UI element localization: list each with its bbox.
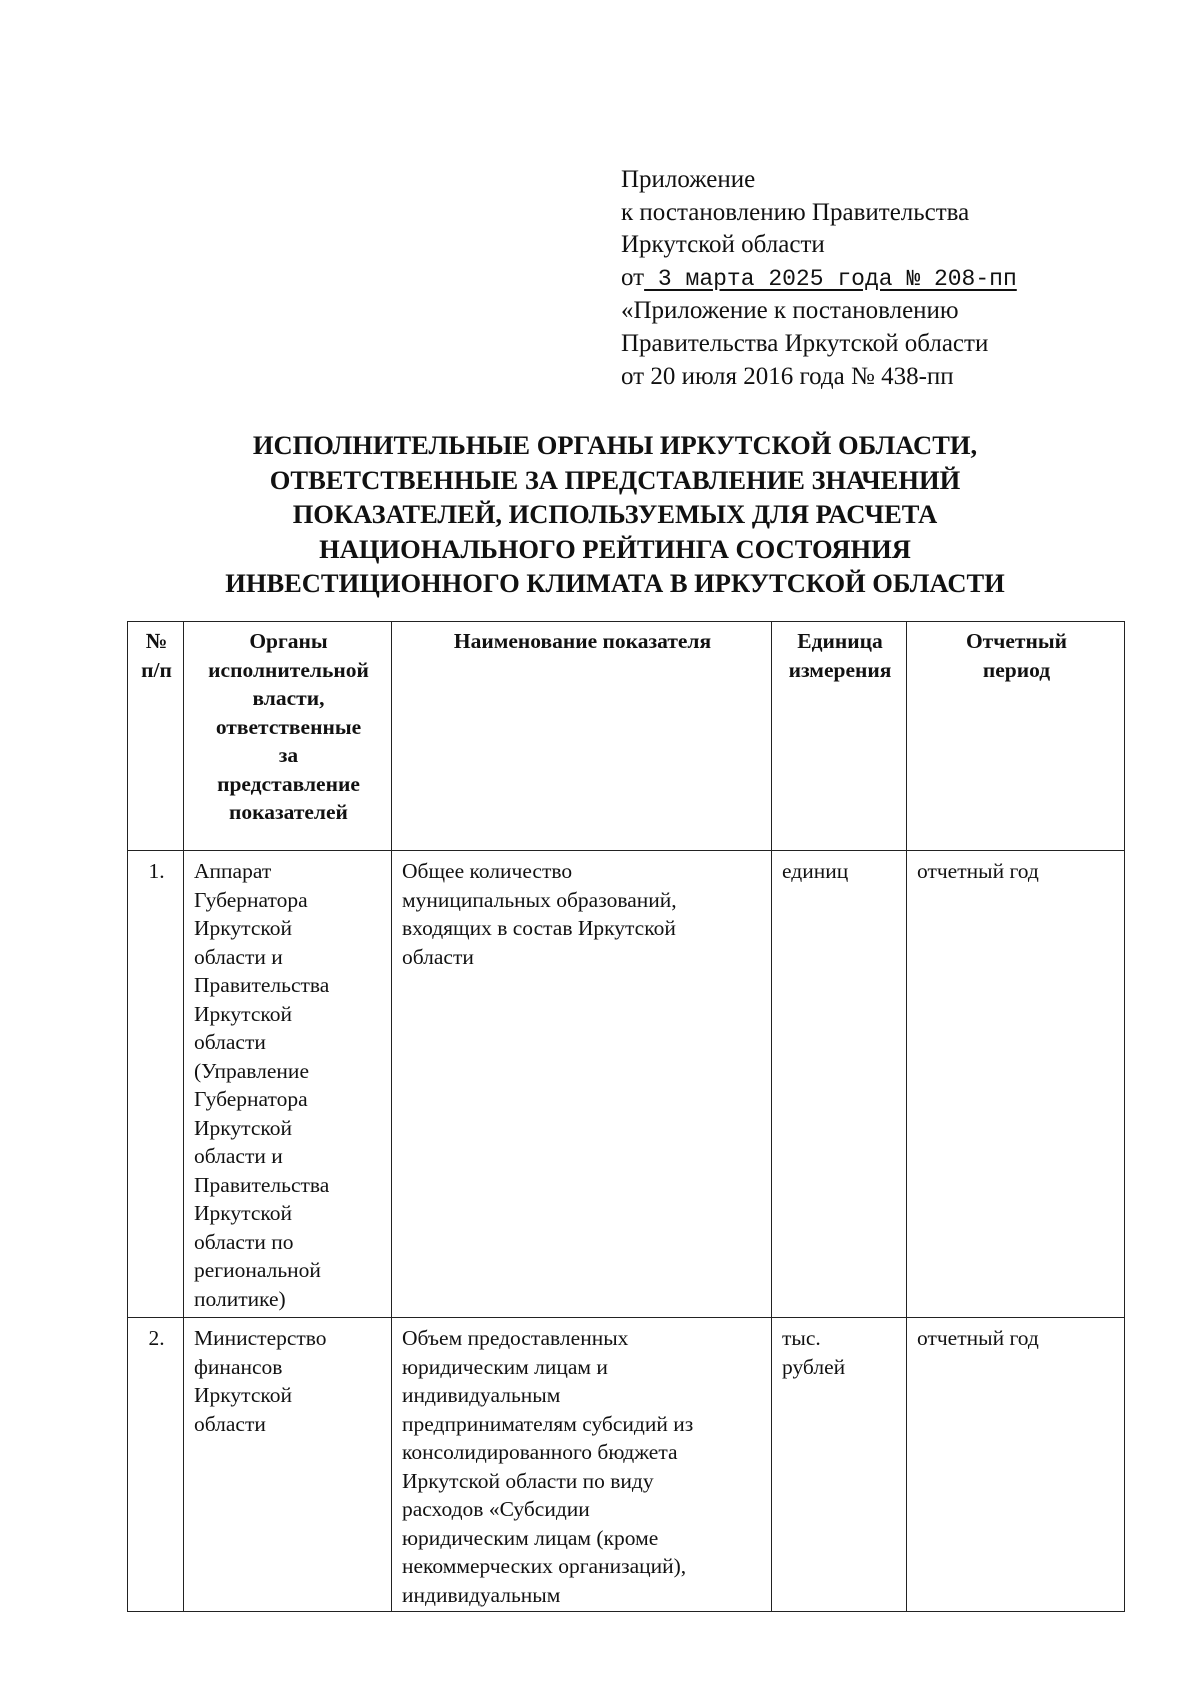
original-appendix-label: «Приложение к постановлению: [621, 297, 959, 325]
region-name: Иркутской области: [621, 231, 825, 259]
row-organ: Аппарат Губернатора Иркутской области и Правительства Иркутской области (Управление Губернатора Иркутской области и Правительства Иркутской области по региональной политике): [184, 851, 392, 1318]
row-indicator: Объем предоставленных юридическим лицам и индивидуальным предпринимателям субсидий из консолидированного бюджета Иркутской области по виду расходов «Субсидии юридическим лицам (кроме некоммерческих организаций), индивидуальным: [392, 1318, 772, 1612]
row-number: 2.: [128, 1318, 184, 1612]
row-number: 1.: [128, 851, 184, 1318]
table-row: [128, 851, 1125, 1318]
appendix-label: Приложение: [621, 166, 756, 193]
row-unit: тыс. рублей: [772, 1318, 907, 1612]
title-line: ПОКАЗАТЕЛЕЙ, ИСПОЛЬЗУЕМЫХ ДЛЯ РАСЧЕТА: [292, 499, 938, 529]
row-unit: единиц: [772, 851, 907, 1318]
header-indicator: Наименование показателя: [392, 622, 772, 851]
title-line: НАЦИОНАЛЬНОГО РЕЙТИНГА СОСТОЯНИЯ: [319, 533, 911, 564]
document-title: [150, 428, 1080, 601]
original-government-name: Правительства Иркутской области: [621, 329, 989, 357]
row-indicator: Общее количество муниципальных образований, входящих в состав Иркутской области: [392, 851, 772, 1318]
header-period: Отчетный период: [907, 622, 1125, 851]
resolution-date-line: [621, 262, 1017, 296]
resolution-date: 3 марта 2025 года № 208-пп: [644, 265, 1017, 292]
appendix-header: [621, 164, 1017, 393]
table-row: [128, 1318, 1125, 1612]
resolution-reference: к постановлению Правительства: [621, 198, 970, 226]
title-line: ИСПОЛНИТЕЛЬНЫЕ ОРГАНЫ ИРКУТСКОЙ ОБЛАСТИ,: [252, 430, 978, 460]
original-resolution-date: от 20 июля 2016 года № 438-пп: [621, 362, 954, 390]
row-period: отчетный год: [907, 851, 1125, 1318]
header-unit: Единица измерения: [772, 622, 907, 851]
header-number: № п/п: [128, 622, 184, 851]
header-organ: Органы исполнительной власти, ответственные за представление показателей: [184, 622, 392, 851]
row-period: отчетный год: [907, 1318, 1125, 1612]
date-prefix: от: [621, 263, 645, 291]
indicators-table: [127, 621, 1125, 1612]
table-header-row: [128, 622, 1125, 851]
title-line: ИНВЕСТИЦИОННОГО КЛИМАТА В ИРКУТСКОЙ ОБЛАСТИ: [225, 568, 1005, 598]
title-line: ОТВЕТСТВЕННЫЕ ЗА ПРЕДСТАВЛЕНИЕ ЗНАЧЕНИЙ: [269, 464, 961, 495]
row-organ: Министерство финансов Иркутской области: [184, 1318, 392, 1612]
